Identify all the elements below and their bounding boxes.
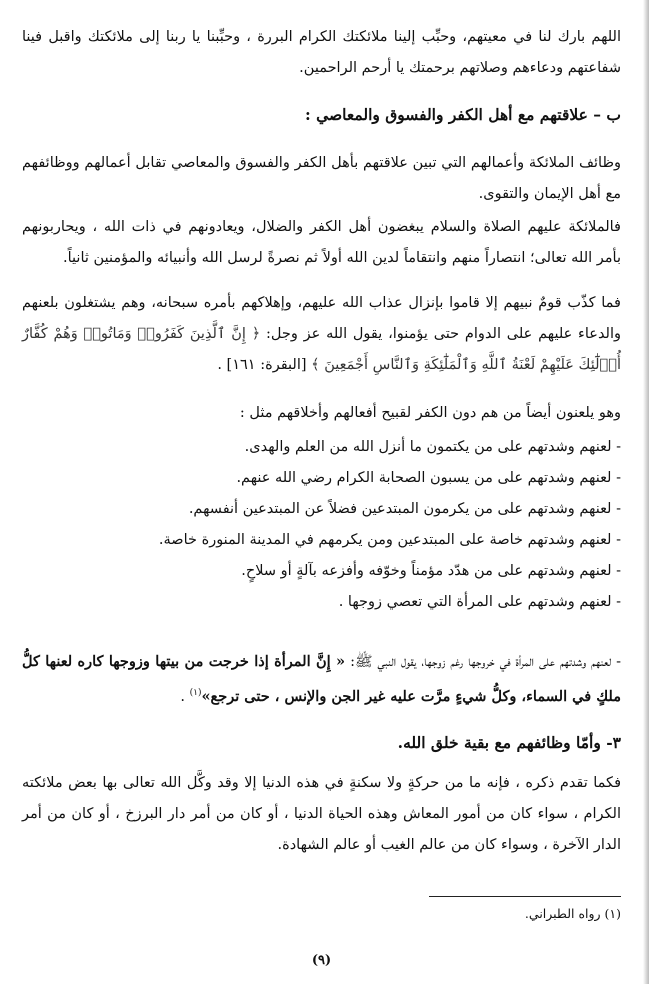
paragraph-lesser-sins: وهو يلعنون أيضاً من هم دون الكفر لقبيح أفعالهم وأخلاقهم مثل : [239,405,621,421]
paragraph-nations [22,288,621,381]
footnote-divider [429,896,621,897]
list-item: - لعنهم وشدتهم على من يسبون الصحابة الكرام رضي الله عنهم. [236,470,621,486]
page-edge-shadow [643,0,649,984]
paragraph-all-creation: فكما تقدم ذكره ، فإنه ما من حركةٍ ولا سكنةٍ في هذه الدنيا إلا وقد وكَّل الله تعالى بها بعض ملائكته الكرام ، سواء كان من أمور المعاش وهذه الحياة الدنيا ، أو كان من أمر دار البرزخ ، أو كان من أمر الدار الآخرة ، وسواء كان من عالم الغيب أو عالم الشهادة. [22,775,621,853]
curse-list [22,432,621,618]
opening-paragraph [22,22,621,84]
paragraph-angels-enmity: فالملائكة عليهم الصلاة والسلام يبغضون أهل الكفر والضلال، ويعادونهم في ذات الله ، ويحاربونهم بأمر الله تعالى؛ انتصاراً منهم وانتقاماً لدين الله أولاً ثم نصرةً لرسل الله وأنبيائه والمؤمنين ثانياً. [22,219,621,266]
paragraph-nations-text: فما كذّب قومٌ نبيهم إلا قاموا بإنزال عذاب الله عليهم، وإهلاكهم بأمره سبحانه، وهم يشتغلون بلعنهم والدعاء عليهم على الدوام حتى يؤمنوا، يقول الله عز وجل: [22,295,622,342]
page-number: (٩) [311,953,332,968]
footnote: (١) رواه الطبراني. [524,906,621,921]
list-item: - لعنهم وشدتهم على المرأة التي تعصي زوجها . [338,594,621,610]
document-page [22,0,621,984]
section-b-angels [22,212,621,274]
section-3-heading [22,728,621,758]
section-b-intro [22,148,621,210]
list-item: - لعنهم وشدتهم خاصة على المبتدعين ومن يكرمهم في المدينة المنورة خاصة. [158,532,621,548]
verse-reference: [البقرة: ١٦١] . [217,357,307,373]
section-b-verse-paragraph [22,288,621,381]
heading-3: ٣- وأمّا وظائفهم مع بقية خلق الله. [397,733,621,752]
footnote-marker: (١) [189,688,202,698]
heading-b: ب – علاقتهم مع أهل الكفر والفسوق والمعاصي : [304,105,621,124]
last-item-text: - لعنهم وشدتهم على المرأة في خروجها رغم زوجها، يقول النبي ﷺ: [350,654,622,670]
list-item: - لعنهم وشدتهم على من هدّد مؤمناً وخوّفه وأفزعه بآلةٍ أو سلاحٍ. [241,563,621,579]
hadith-quote: « إِنَّ المرأة إذا خرجت من بيتها وزوجها كاره لعنها كلُّ ملكٍ في السماء، وكلُّ شيءٍ مرَّت عليه غير الجن والإنس ، حتى ترجع» [22,653,621,705]
paragraph-prayer: اللهم بارك لنا في معيتهم، وحبِّب إلينا ملائكتك الكرام البررة ، وحبِّبنا يا ربنا إلى ملائكتك واقبل فينا شفاعتهم ودعاءهم وصلاتهم برحمتك يا أرحم الراحمين. [22,29,621,76]
section-b-heading [22,100,621,130]
quran-verse: ﴿ إِنَّ ٱلَّذِينَ كَفَرُوا۟ وَمَاتُوا۟ وَهُمْ كُفَّارٌ أُو۟لَٰٓئِكَ عَلَيْهِمْ لَعْنَةُ ٱللَّهِ وَٱلْمَلَٰٓئِكَةِ وَٱلنَّاسِ أَجْمَعِينَ ﴾ [22,326,621,373]
list-item: - لعنهم وشدتهم على من يكتمون ما أنزل الله من العلم والهدى. [244,439,621,455]
list-item [22,646,621,713]
curse-list-last-item [22,646,621,713]
last-item-end: . [180,688,190,705]
section-b-list-intro [22,398,621,429]
paragraph-duties: وظائف الملائكة وأعمالهم التي تبين علاقتهم بأهل الكفر والفسوق والمعاصي تقابل أعمالهم ووظائفهم مع أهل الإيمان والتقوى. [22,155,621,202]
list-item: - لعنهم وشدتهم على من يكرمون المبتدعين فضلاً عن المبتدعين أنفسهم. [188,501,621,517]
section-3-paragraph [22,768,621,861]
